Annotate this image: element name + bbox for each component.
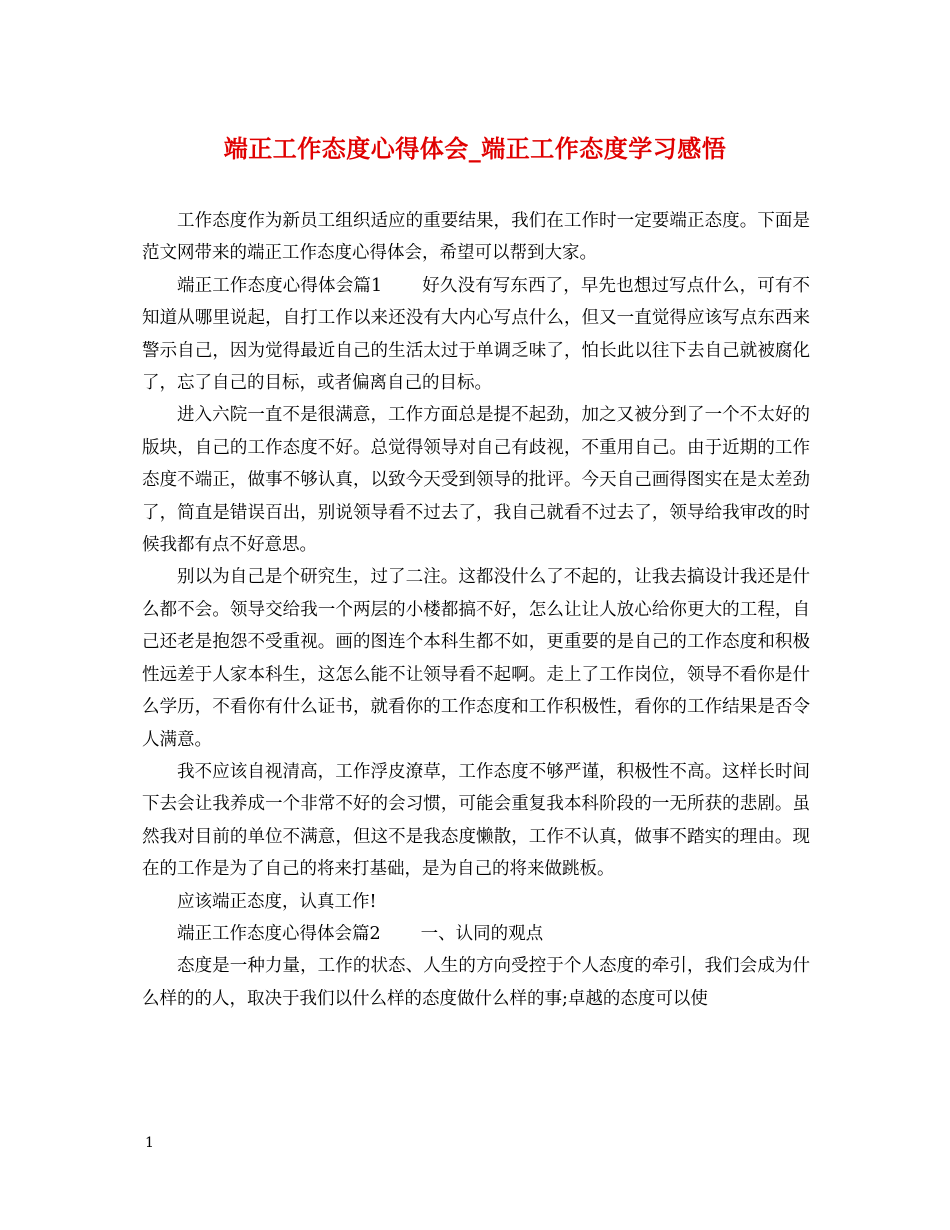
section-1-text: 好久没有写东西了，早先也想过写点什么，可有不知道从哪里说起，自打工作以来还没有大内心写点什么，但又一直觉得应该写点东西来警示自己，因为觉得最近自己的生活太过于单调乏味了，怕长此以往下去自己就被腐化了，忘了自己的目标，或者偏离自己的目标。: [142, 275, 810, 394]
document-body: [142, 205, 810, 1015]
section-heading-1: 端正工作态度心得体会篇1: [177, 275, 383, 296]
page-number: 1: [145, 1135, 154, 1151]
paragraph-3: 进入六院一直不是很满意，工作方面总是提不起劲，加之又被分到了一个不太好的版块，自己的工作态度不好。总觉得领导对自己有歧视，不重用自己。由于近期的工作态度不端正，做事不够认真，以致今天受到领导的批评。今天自己画得图实在是太差劲了，简直是错误百出，别说领导看不过去了，我自己就看不过去了，领导给我审改的时候我都有点不好意思。: [142, 405, 810, 556]
paragraph-8: 态度是一种力量，工作的状态、人生的方向受控于个人态度的牵引，我们会成为什么样的的人，取决于我们以什么样的态度做什么样的事;卓越的态度可以使: [142, 956, 810, 1009]
paragraph-section-2: [142, 918, 810, 950]
paragraph-4: 别以为自己是个研究生，过了二注。这都没什么了不起的，让我去搞设计我还是什么都不会。领导交给我一个两层的小楼都搞不好，怎么让让人放心给你更大的工程，自己还老是抱怨不受重视。画的图连个本科生都不如，更重要的是自己的工作态度和积极性远差于人家本科生，这怎么能不让领导看不起啊。走上了工作岗位，领导不看你是什么学历，不看你有什么证书，就看你的工作态度和工作积极性，看你的工作结果是否令人满意。: [142, 567, 810, 750]
section-heading-2: 端正工作态度心得体会篇2: [177, 923, 381, 944]
section-2-text: 一、认同的观点: [420, 923, 544, 944]
document-title: 端正工作态度心得体会_端正工作态度学习感悟: [223, 134, 727, 163]
paragraph-intro: 工作态度作为新员工组织适应的重要结果，我们在工作时一定要端正态度。下面是范文网带来的端正工作态度心得体会，希望可以帮到大家。: [142, 211, 810, 264]
paragraph-section-1: [142, 270, 810, 400]
paragraph-6: 应该端正态度，认真工作!: [177, 891, 377, 912]
paragraph-5: 我不应该自视清高，工作浮皮潦草，工作态度不够严谨，积极性不高。这样长时间下去会让我养成一个非常不好的会习惯，可能会重复我本科阶段的一无所获的悲剧。虽然我对目前的单位不满意，但这不是我态度懒散，工作不认真，做事不踏实的理由。现在的工作是为了自己的将来打基础，是为自己的将来做跳板。: [142, 761, 810, 880]
